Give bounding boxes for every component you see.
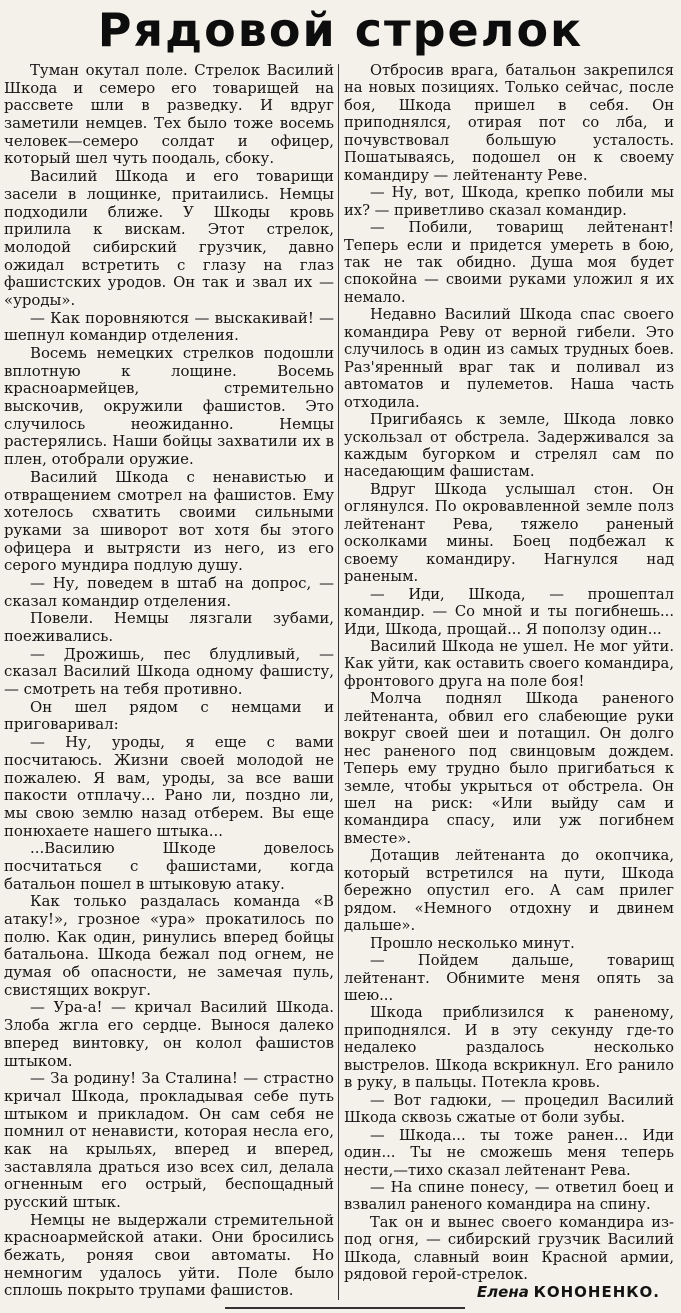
- article-paragraph: — Шкода... ты тоже ранен... Иди один... Ты не сможешь меня теперь нести,—тихо сказал лейтенант Рева.: [344, 1126, 674, 1179]
- article-paragraph: — Ну, поведем в штаб на допрос, — сказал командир отделения.: [4, 573, 334, 610]
- article-paragraph: Он шел рядом с немцами и приговаривал:: [4, 697, 334, 734]
- article-paragraph: Восемь немецких стрелков подошли вплотную к лощине. Восемь красноармейцев, стремительно выскочив, окружили фашистов. Это случилось неожиданно. Немцы растерялись. Наши бойцы захватили их в плен, отобрали оружие.: [4, 344, 334, 469]
- article-paragraph: Повели. Немцы лязгали зубами, поеживались.: [4, 609, 334, 645]
- article-paragraph: — На спине понесу, — ответил боец и взвалил раненого командира на спину.: [344, 1179, 674, 1214]
- article-paragraph: Василий Шкода с ненавистью и отвращением смотрел на фашистов. Ему хотелось схватить своими сильными руками за шиворот вот хотя бы этого офицера и вытрясти из него, из его серого мундира подлую душу.: [4, 467, 334, 575]
- article-paragraph: — Иди, Шкода, — прошептал командир. — Со мной и ты погибнешь... Иди, Шкода, прощай... Я поползу один...: [344, 585, 674, 638]
- article-paragraph: Недавно Василий Шкода спас своего командира Реву от верной гибели. Это случилось в один из самых трудных боев. Раз'яренный враг так и поливал из автоматов и пулеметов. Наша часть отходила.: [344, 306, 674, 411]
- column-divider: [338, 64, 339, 1300]
- article-paragraph: — За родину! За Сталина! — страстно кричал Шкода, прокладывая себе путь штыком и прикладом. Он сам себя не помнил от ненависти, которая несла его, как на крыльях, вперед и вперед, заставляла драться изо всех сил, делала огненным его острый, беспощадный русский штык.: [4, 1069, 334, 1211]
- author-surname: КОНОНЕНКО.: [533, 1282, 660, 1301]
- article-paragraph: Туман окутал поле. Стрелок Василий Шкода и семеро его товарищей на рассвете шли в разведку. И вдруг заметили немцев. Тех было тоже восемь человек—семеро солдат и офицер, который шел чуть поодаль, сбоку.: [4, 62, 334, 168]
- article-paragraph: Молча поднял Шкода раненого лейтенанта, обвил его слабеющие руки вокруг своей шеи и потащил. Он долго нес раненого под свинцовым дождем. Теперь ему трудно было пригибаться к земле, чтобы укрыться от обстрела. Он шел на риск: «Или выйду сам и командира спасу, или уж погибнем вместе».: [344, 690, 674, 847]
- author-byline: [344, 1284, 674, 1301]
- article-paragraph: — Дрожишь, пес блудливый, — сказал Василий Шкода одному фашисту, — смотреть на тебя противно.: [4, 644, 334, 699]
- article-column-left: [4, 62, 334, 1302]
- article-paragraph: Шкода приблизился к раненому, приподнялся. И в эту секунду где-то недалеко раздалось несколько выстрелов. Шкода вскрикнул. Его ранило в руку, в пальцы. Потекла кровь.: [344, 1004, 674, 1092]
- article-paragraph: — Как поровняются — выскакивай! — шепнул командир отделения.: [4, 308, 334, 345]
- article-paragraph: — Вот гадюки, — процедил Василий Шкода сквозь сжатые от боли зубы.: [344, 1091, 674, 1127]
- article-paragraph: — Ну, вот, Шкода, крепко побили мы их? — приветливо сказал командир.: [344, 184, 674, 219]
- article-column-right: [344, 62, 674, 1302]
- article-paragraph: Так он и вынес своего командира из-под огня, — сибирский грузчик Василий Шкода, славный воин Красной армии, рядовой герой-стрелок.: [344, 1213, 674, 1284]
- article-paragraph: — Ура-а! — кричал Василий Шкода. Злоба жгла его сердце. Вынося далеко вперед винтовку, он колол фашистов штыком.: [4, 998, 334, 1070]
- article-paragraph: Немцы не выдержали стремительной красноармейской атаки. Они бросились бежать, роняя свои автоматы. Но немногим удалось уйти. Поле было сплошь покрыто трупами фашистов.: [4, 1210, 334, 1300]
- bottom-divider: [225, 1307, 465, 1309]
- article-paragraph: — Пойдем дальше, товарищ лейтенант. Обнимите меня опять за шею...: [344, 952, 674, 1005]
- article-paragraph: ...Василию Шкоде довелось посчитаться с фашистами, когда батальон пошел в штыковую атаку.: [4, 839, 334, 893]
- article-paragraph: — Побили, товарищ лейтенант! Теперь если и придется умереть в бою, так не так обидно. Душа моя будет спокойна — своими руками уложил я их немало.: [344, 219, 674, 306]
- article-paragraph: Пригибаясь к земле, Шкода ловко ускользал от обстрела. Задерживался за каждым бугорком и стрелял сам по наседающим фашистам.: [344, 411, 674, 481]
- article-paragraph: Василий Шкода не ушел. Не мог уйти. Как уйти, как оставить своего командира, фронтового друга на поле боя!: [344, 637, 674, 690]
- article-paragraph: Как только раздалась команда «В атаку!», грозное «ура» прокатилось по полю. Как один, ринулись вперед бойцы батальона. Шкода бежал под огнем, не думая об опасности, не замечая пуль, свистящих вокруг.: [4, 892, 334, 999]
- article-paragraph: Отбросив врага, батальон закрепился на новых позициях. Только сейчас, после боя, Шкода пришел в себя. Он приподнялся, отирая пот со лба, и почувствовал большую усталость. Пошатываясь, подошел он к своему командиру — лейтенанту Реве.: [344, 62, 674, 184]
- article-paragraph: Василий Шкода и его товарищи засели в лощинке, притаились. Немцы подходили ближе. У Шкоды кровь прилила к вискам. Этот стрелок, молодой сибирский грузчик, давно ожидал встретить с глазу на глаз фашистских уродов. Он так и звал их — «уроды».: [4, 167, 334, 309]
- article-paragraph: — Ну, уроды, я еще с вами посчитаюсь. Жизни своей молодой не пожалею. Я вам, уроды, за все ваши пакости отплачу... Рано ли, поздно ли, мы свою землю назад отберем. Вы еще понюхаете нашего штыка...: [4, 733, 334, 840]
- article-paragraph: Прошло несколько минут.: [370, 934, 575, 952]
- author-first-name: Елена: [476, 1282, 529, 1301]
- article-title: Рядовой стрелок: [97, 3, 584, 57]
- article-paragraph: Вдруг Шкода услышал стон. Он оглянулся. По окровавленной земле полз лейтенант Рева, тяжело раненый осколками мины. Боец подбежал к своему командиру. Нагнулся над раненым.: [344, 480, 674, 586]
- article-paragraph: Дотащив лейтенанта до окопчика, который встретился на пути, Шкода бережно опустил его. А сам прилег рядом. «Немного отдохну и двинем дальше».: [344, 847, 674, 935]
